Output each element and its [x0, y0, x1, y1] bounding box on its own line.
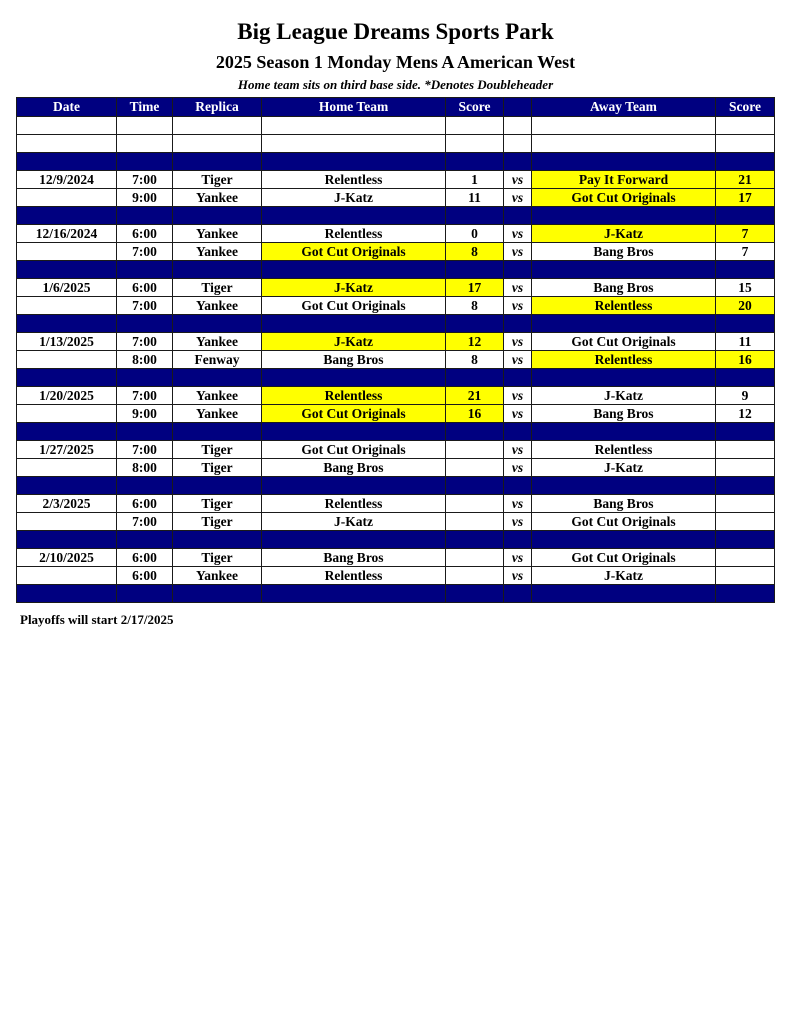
- separator-cell: [117, 585, 173, 603]
- home-team-cell: Bang Bros: [262, 549, 446, 567]
- date-cell: 12/16/2024: [17, 225, 117, 243]
- col-header-away-team: Away Team: [532, 98, 716, 117]
- separator-cell: [17, 153, 117, 171]
- separator-cell: [446, 369, 504, 387]
- separator-cell: [504, 531, 532, 549]
- separator-cell: [716, 477, 775, 495]
- replica-cell: Yankee: [173, 567, 262, 585]
- away-team-cell: Got Cut Originals: [532, 333, 716, 351]
- vs-cell: vs: [504, 441, 532, 459]
- col-header-home-score: Score: [446, 98, 504, 117]
- away-score-cell: 21: [716, 171, 775, 189]
- home-score-cell: 11: [446, 189, 504, 207]
- replica-cell: Yankee: [173, 225, 262, 243]
- separator-cell: [262, 531, 446, 549]
- time-cell: 6:00: [117, 279, 173, 297]
- date-cell: 1/13/2025: [17, 333, 117, 351]
- separator-cell: [262, 477, 446, 495]
- separator-cell: [532, 153, 716, 171]
- replica-cell: Yankee: [173, 333, 262, 351]
- separator-cell: [446, 585, 504, 603]
- col-header-replica: Replica: [173, 98, 262, 117]
- time-cell: 8:00: [117, 459, 173, 477]
- time-cell: 7:00: [117, 171, 173, 189]
- date-cell: [17, 405, 117, 423]
- away-score-cell: 16: [716, 351, 775, 369]
- away-team-cell: Relentless: [532, 441, 716, 459]
- separator-cell: [17, 207, 117, 225]
- away-score-cell: 11: [716, 333, 775, 351]
- separator-cell: [17, 585, 117, 603]
- col-header-time: Time: [117, 98, 173, 117]
- away-team-cell: Pay It Forward: [532, 171, 716, 189]
- week-separator-row: [17, 261, 775, 279]
- home-team-cell: Got Cut Originals: [262, 243, 446, 261]
- home-team-cell: J-Katz: [262, 279, 446, 297]
- replica-cell: Fenway: [173, 351, 262, 369]
- separator-cell: [173, 585, 262, 603]
- date-cell: [17, 459, 117, 477]
- time-cell: 7:00: [117, 513, 173, 531]
- game-row: [17, 189, 775, 207]
- away-score-cell: 17: [716, 189, 775, 207]
- separator-cell: [17, 315, 117, 333]
- separator-cell: [262, 585, 446, 603]
- separator-cell: [716, 315, 775, 333]
- home-team-cell: Relentless: [262, 225, 446, 243]
- header-row: [17, 98, 775, 117]
- date-cell: [17, 189, 117, 207]
- home-score-cell: [446, 549, 504, 567]
- time-cell: 7:00: [117, 441, 173, 459]
- replica-cell: Yankee: [173, 189, 262, 207]
- time-cell: 6:00: [117, 495, 173, 513]
- vs-cell: vs: [504, 351, 532, 369]
- separator-cell: [117, 477, 173, 495]
- away-score-cell: [716, 513, 775, 531]
- replica-cell: Tiger: [173, 549, 262, 567]
- home-score-cell: 17: [446, 279, 504, 297]
- home-team-cell: Bang Bros: [262, 351, 446, 369]
- home-score-cell: [446, 513, 504, 531]
- separator-cell: [446, 153, 504, 171]
- separator-cell: [716, 207, 775, 225]
- game-row: [17, 171, 775, 189]
- separator-cell: [504, 207, 532, 225]
- game-row: [17, 297, 775, 315]
- away-score-cell: 7: [716, 243, 775, 261]
- game-row: [17, 243, 775, 261]
- separator-cell: [504, 153, 532, 171]
- home-score-cell: 1: [446, 171, 504, 189]
- separator-cell: [17, 477, 117, 495]
- vs-cell: vs: [504, 567, 532, 585]
- separator-cell: [504, 423, 532, 441]
- home-score-cell: 8: [446, 351, 504, 369]
- date-cell: 1/27/2025: [17, 441, 117, 459]
- separator-cell: [504, 585, 532, 603]
- game-row: [17, 495, 775, 513]
- away-team-cell: Relentless: [532, 297, 716, 315]
- separator-cell: [446, 531, 504, 549]
- separator-cell: [532, 261, 716, 279]
- separator-cell: [173, 153, 262, 171]
- separator-cell: [173, 531, 262, 549]
- vs-cell: vs: [504, 333, 532, 351]
- away-team-cell: J-Katz: [532, 387, 716, 405]
- separator-cell: [716, 585, 775, 603]
- vs-cell: vs: [504, 243, 532, 261]
- week-separator-row: [17, 423, 775, 441]
- vs-cell: vs: [504, 279, 532, 297]
- vs-cell: vs: [504, 459, 532, 477]
- separator-cell: [532, 369, 716, 387]
- replica-cell: Tiger: [173, 279, 262, 297]
- game-row: [17, 513, 775, 531]
- vs-cell: vs: [504, 513, 532, 531]
- replica-cell: Tiger: [173, 459, 262, 477]
- separator-cell: [173, 207, 262, 225]
- separator-cell: [117, 261, 173, 279]
- home-score-cell: [446, 459, 504, 477]
- away-score-cell: [716, 549, 775, 567]
- away-team-cell: Got Cut Originals: [532, 513, 716, 531]
- home-score-cell: [446, 495, 504, 513]
- home-score-cell: [446, 567, 504, 585]
- separator-cell: [532, 531, 716, 549]
- away-score-cell: [716, 567, 775, 585]
- time-cell: 6:00: [117, 549, 173, 567]
- separator-cell: [504, 261, 532, 279]
- schedule-body: [17, 117, 775, 603]
- separator-cell: [716, 423, 775, 441]
- col-header-away-score: Score: [716, 98, 775, 117]
- home-team-cell: Got Cut Originals: [262, 441, 446, 459]
- home-team-cell: Relentless: [262, 171, 446, 189]
- away-team-cell: J-Katz: [532, 225, 716, 243]
- week-separator-row: [17, 531, 775, 549]
- away-score-cell: [716, 441, 775, 459]
- replica-cell: Tiger: [173, 171, 262, 189]
- time-cell: 7:00: [117, 387, 173, 405]
- separator-cell: [446, 261, 504, 279]
- home-team-cell: J-Katz: [262, 513, 446, 531]
- separator-cell: [446, 207, 504, 225]
- away-score-cell: 12: [716, 405, 775, 423]
- separator-cell: [446, 315, 504, 333]
- replica-cell: Tiger: [173, 495, 262, 513]
- home-score-cell: 8: [446, 243, 504, 261]
- game-row: [17, 351, 775, 369]
- separator-cell: [173, 423, 262, 441]
- replica-cell: Yankee: [173, 405, 262, 423]
- away-score-cell: 20: [716, 297, 775, 315]
- separator-cell: [716, 153, 775, 171]
- away-team-cell: Bang Bros: [532, 243, 716, 261]
- vs-cell: vs: [504, 387, 532, 405]
- home-team-cell: Relentless: [262, 387, 446, 405]
- date-cell: 12/9/2024: [17, 171, 117, 189]
- separator-cell: [17, 369, 117, 387]
- time-cell: 7:00: [117, 297, 173, 315]
- replica-cell: Tiger: [173, 441, 262, 459]
- date-cell: [17, 351, 117, 369]
- away-team-cell: Bang Bros: [532, 405, 716, 423]
- separator-cell: [173, 477, 262, 495]
- time-cell: 8:00: [117, 351, 173, 369]
- date-cell: 2/3/2025: [17, 495, 117, 513]
- home-score-cell: 0: [446, 225, 504, 243]
- separator-cell: [17, 261, 117, 279]
- separator-cell: [262, 423, 446, 441]
- away-team-cell: Got Cut Originals: [532, 549, 716, 567]
- date-cell: 1/6/2025: [17, 279, 117, 297]
- away-team-cell: Relentless: [532, 351, 716, 369]
- replica-cell: Yankee: [173, 387, 262, 405]
- separator-cell: [446, 423, 504, 441]
- date-cell: [17, 297, 117, 315]
- home-team-cell: Relentless: [262, 495, 446, 513]
- separator-cell: [173, 261, 262, 279]
- replica-cell: Yankee: [173, 297, 262, 315]
- game-row: [17, 333, 775, 351]
- home-score-cell: 16: [446, 405, 504, 423]
- blank-row: [17, 117, 775, 135]
- separator-cell: [532, 477, 716, 495]
- separator-cell: [117, 369, 173, 387]
- game-row: [17, 387, 775, 405]
- week-separator-row: [17, 153, 775, 171]
- separator-cell: [504, 477, 532, 495]
- away-score-cell: 7: [716, 225, 775, 243]
- home-score-cell: 12: [446, 333, 504, 351]
- schedule-table: [16, 97, 775, 603]
- game-row: [17, 567, 775, 585]
- home-team-cell: Got Cut Originals: [262, 405, 446, 423]
- vs-cell: vs: [504, 171, 532, 189]
- away-team-cell: Bang Bros: [532, 279, 716, 297]
- time-cell: 6:00: [117, 225, 173, 243]
- away-score-cell: [716, 459, 775, 477]
- game-row: [17, 225, 775, 243]
- separator-cell: [504, 369, 532, 387]
- date-cell: 2/10/2025: [17, 549, 117, 567]
- separator-cell: [262, 315, 446, 333]
- separator-cell: [262, 153, 446, 171]
- separator-cell: [173, 315, 262, 333]
- time-cell: 9:00: [117, 405, 173, 423]
- separator-cell: [446, 477, 504, 495]
- separator-cell: [532, 315, 716, 333]
- replica-cell: Yankee: [173, 243, 262, 261]
- separator-cell: [532, 423, 716, 441]
- separator-cell: [716, 531, 775, 549]
- away-team-cell: J-Katz: [532, 567, 716, 585]
- date-cell: 1/20/2025: [17, 387, 117, 405]
- separator-cell: [117, 423, 173, 441]
- vs-cell: vs: [504, 225, 532, 243]
- week-separator-row: [17, 585, 775, 603]
- away-team-cell: Got Cut Originals: [532, 189, 716, 207]
- away-team-cell: J-Katz: [532, 459, 716, 477]
- away-score-cell: [716, 495, 775, 513]
- separator-cell: [716, 261, 775, 279]
- schedule-note: Home team sits on third base side. *Denotes Doubleheader: [237, 77, 554, 92]
- away-team-cell: Bang Bros: [532, 495, 716, 513]
- col-header-date: Date: [17, 98, 117, 117]
- home-team-cell: Relentless: [262, 567, 446, 585]
- separator-cell: [117, 153, 173, 171]
- replica-cell: Tiger: [173, 513, 262, 531]
- home-team-cell: J-Katz: [262, 189, 446, 207]
- game-row: [17, 405, 775, 423]
- home-team-cell: Got Cut Originals: [262, 297, 446, 315]
- separator-cell: [504, 315, 532, 333]
- home-score-cell: 21: [446, 387, 504, 405]
- week-separator-row: [17, 369, 775, 387]
- page-subtitle: 2025 Season 1 Monday Mens A American West: [215, 52, 576, 72]
- game-row: [17, 279, 775, 297]
- separator-cell: [262, 369, 446, 387]
- vs-cell: vs: [504, 549, 532, 567]
- playoffs-note: Playoffs will start 2/17/2025: [20, 612, 174, 627]
- separator-cell: [262, 207, 446, 225]
- home-team-cell: J-Katz: [262, 333, 446, 351]
- home-score-cell: [446, 441, 504, 459]
- vs-cell: vs: [504, 405, 532, 423]
- home-score-cell: 8: [446, 297, 504, 315]
- vs-cell: vs: [504, 297, 532, 315]
- away-score-cell: 15: [716, 279, 775, 297]
- separator-cell: [716, 369, 775, 387]
- time-cell: 7:00: [117, 333, 173, 351]
- time-cell: 7:00: [117, 243, 173, 261]
- page-title: Big League Dreams Sports Park: [237, 19, 554, 44]
- separator-cell: [117, 207, 173, 225]
- date-cell: [17, 567, 117, 585]
- home-team-cell: Bang Bros: [262, 459, 446, 477]
- separator-cell: [117, 531, 173, 549]
- game-row: [17, 459, 775, 477]
- col-header-vs: [504, 98, 532, 117]
- time-cell: 9:00: [117, 189, 173, 207]
- week-separator-row: [17, 207, 775, 225]
- separator-cell: [532, 585, 716, 603]
- date-cell: [17, 243, 117, 261]
- date-cell: [17, 513, 117, 531]
- vs-cell: vs: [504, 189, 532, 207]
- separator-cell: [532, 207, 716, 225]
- separator-cell: [117, 315, 173, 333]
- separator-cell: [17, 531, 117, 549]
- game-row: [17, 549, 775, 567]
- week-separator-row: [17, 477, 775, 495]
- time-cell: 6:00: [117, 567, 173, 585]
- blank-row: [17, 135, 775, 153]
- col-header-home-team: Home Team: [262, 98, 446, 117]
- separator-cell: [173, 369, 262, 387]
- week-separator-row: [17, 315, 775, 333]
- away-score-cell: 9: [716, 387, 775, 405]
- separator-cell: [17, 423, 117, 441]
- game-row: [17, 441, 775, 459]
- vs-cell: vs: [504, 495, 532, 513]
- separator-cell: [262, 261, 446, 279]
